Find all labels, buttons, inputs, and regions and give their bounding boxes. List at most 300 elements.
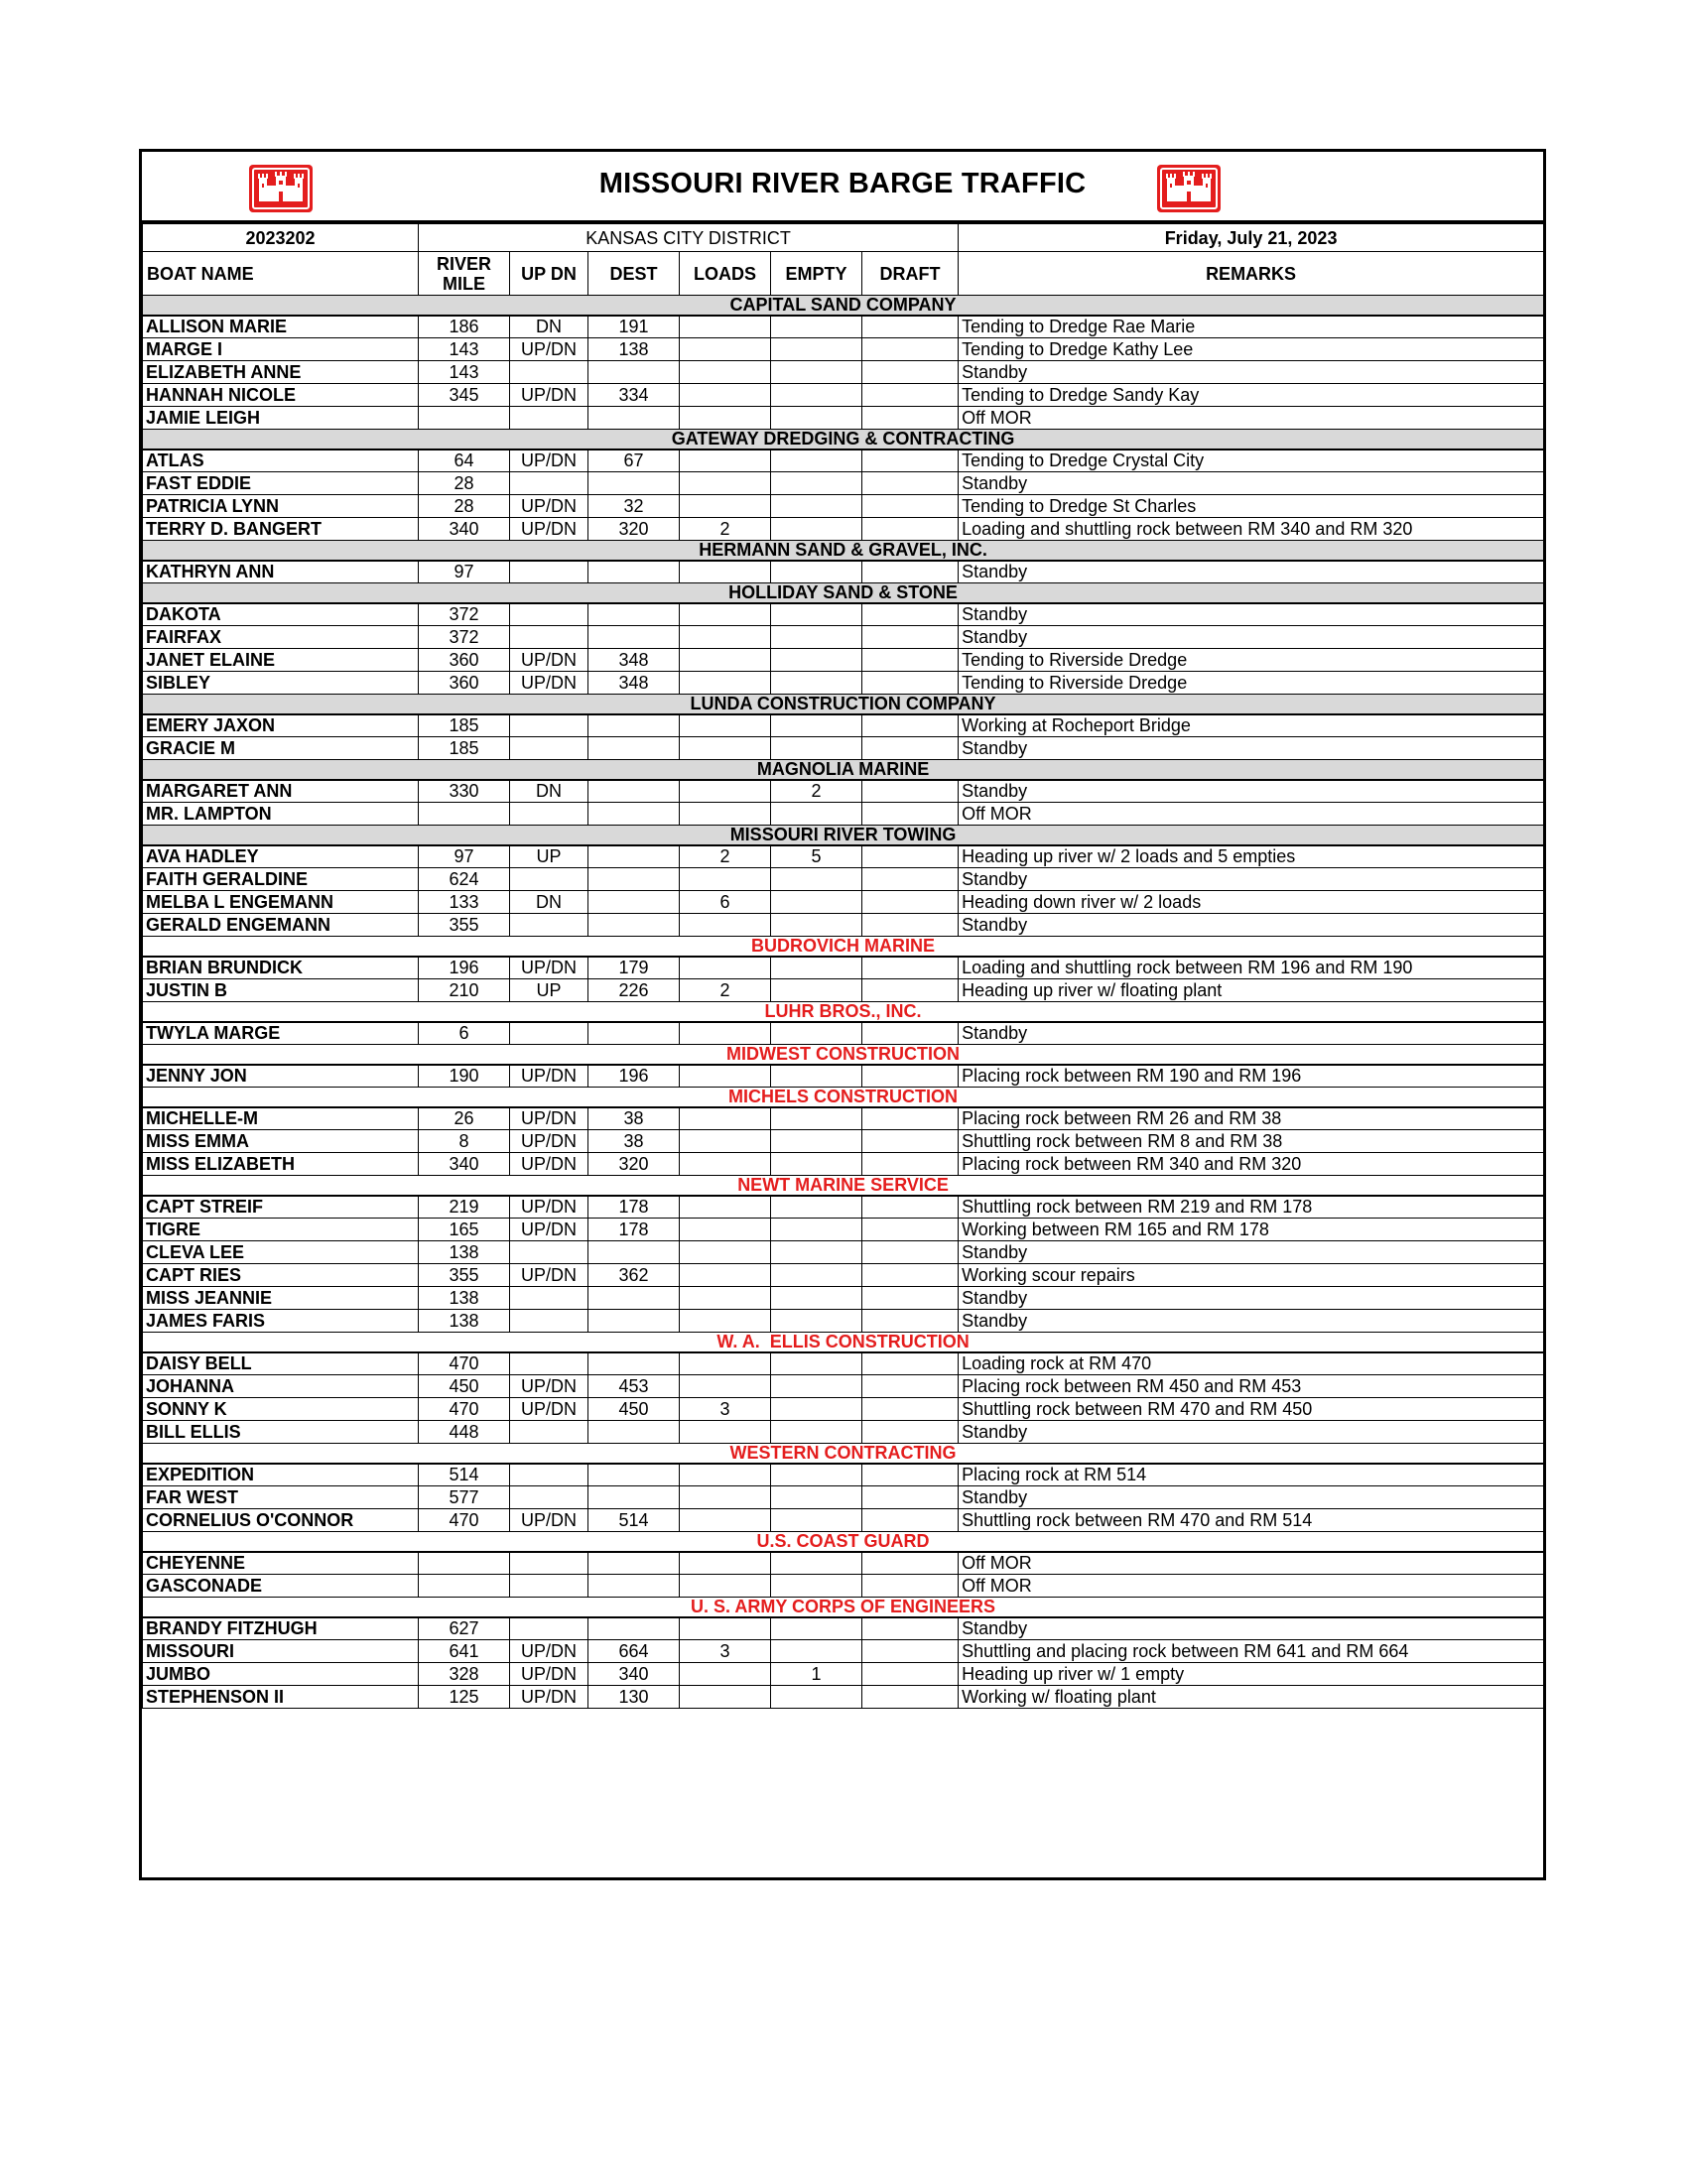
cell-updn: UP/DN: [510, 1686, 588, 1709]
cell-updn: UP/DN: [510, 450, 588, 472]
cell-remarks: Shuttling rock between RM 8 and RM 38: [959, 1130, 1544, 1153]
cell-dest: [588, 737, 680, 760]
cell-remarks: Tending to Riverside Dredge: [959, 672, 1544, 695]
cell-updn: UP/DN: [510, 1219, 588, 1241]
cell-mile: 470: [419, 1509, 510, 1532]
cell-draft: [862, 780, 959, 803]
cell-remarks: Tending to Riverside Dredge: [959, 649, 1544, 672]
boat-row: [143, 384, 1544, 407]
cell-boat: GASCONADE: [143, 1575, 419, 1598]
cell-dest: 664: [588, 1640, 680, 1663]
cell-loads: [680, 495, 771, 518]
cell-mile: 125: [419, 1686, 510, 1709]
cell-dest: 178: [588, 1196, 680, 1219]
cell-mile: 340: [419, 1153, 510, 1176]
cell-mile: 64: [419, 450, 510, 472]
cell-updn: [510, 1486, 588, 1509]
cell-loads: 6: [680, 891, 771, 914]
cell-loads: [680, 1552, 771, 1575]
cell-remarks: Loading rock at RM 470: [959, 1352, 1544, 1375]
boat-row: [143, 1509, 1544, 1532]
cell-draft: [862, 1398, 959, 1421]
cell-remarks: Heading up river w/ floating plant: [959, 979, 1544, 1002]
cell-mile: 26: [419, 1107, 510, 1130]
cell-remarks: Working at Rocheport Bridge: [959, 714, 1544, 737]
cell-updn: DN: [510, 316, 588, 338]
boat-row: [143, 957, 1544, 979]
cell-remarks: Shuttling and placing rock between RM 641 and RM 664: [959, 1640, 1544, 1663]
boat-row: [143, 868, 1544, 891]
cell-remarks: Heading down river w/ 2 loads: [959, 891, 1544, 914]
cell-boat: JUMBO: [143, 1663, 419, 1686]
cell-updn: DN: [510, 891, 588, 914]
company-name: MICHELS CONSTRUCTION: [143, 1088, 1544, 1107]
cell-remarks: Heading up river w/ 2 loads and 5 empties: [959, 845, 1544, 868]
cell-updn: UP/DN: [510, 1065, 588, 1088]
cell-draft: [862, 1130, 959, 1153]
cell-draft: [862, 561, 959, 583]
cell-dest: [588, 1575, 680, 1598]
cell-loads: [680, 868, 771, 891]
cell-empty: [771, 1421, 862, 1444]
cell-updn: UP/DN: [510, 1130, 588, 1153]
cell-updn: [510, 1464, 588, 1486]
cell-draft: [862, 1486, 959, 1509]
cell-mile: 165: [419, 1219, 510, 1241]
cell-remarks: Standby: [959, 780, 1544, 803]
cell-updn: UP/DN: [510, 1153, 588, 1176]
cell-boat: BILL ELLIS: [143, 1421, 419, 1444]
cell-mile: 143: [419, 338, 510, 361]
company-name: GATEWAY DREDGING & CONTRACTING: [143, 430, 1544, 450]
company-header-row: [143, 541, 1544, 561]
boat-row: [143, 1375, 1544, 1398]
cell-empty: [771, 649, 862, 672]
boat-row: [143, 1398, 1544, 1421]
company-header-row: [143, 1176, 1544, 1196]
cell-remarks: Placing rock at RM 514: [959, 1464, 1544, 1486]
boat-row: [143, 649, 1544, 672]
cell-updn: UP/DN: [510, 1264, 588, 1287]
cell-remarks: Tending to Dredge St Charles: [959, 495, 1544, 518]
cell-loads: [680, 714, 771, 737]
cell-loads: [680, 626, 771, 649]
cell-draft: [862, 603, 959, 626]
cell-boat: GERALD ENGEMANN: [143, 914, 419, 937]
boat-row: [143, 626, 1544, 649]
col-loads: LOADS: [680, 252, 771, 296]
cell-loads: [680, 1663, 771, 1686]
company-name: U.S. COAST GUARD: [143, 1532, 1544, 1552]
cell-mile: 186: [419, 316, 510, 338]
cell-mile: [419, 407, 510, 430]
cell-remarks: Working w/ floating plant: [959, 1686, 1544, 1709]
company-header-row: [143, 695, 1544, 714]
cell-draft: [862, 1107, 959, 1130]
cell-loads: [680, 1617, 771, 1640]
cell-boat: FAST EDDIE: [143, 472, 419, 495]
cell-loads: [680, 1352, 771, 1375]
cell-loads: [680, 672, 771, 695]
boat-row: [143, 518, 1544, 541]
cell-draft: [862, 384, 959, 407]
cell-updn: [510, 714, 588, 737]
cell-remarks: Standby: [959, 472, 1544, 495]
boat-row: [143, 407, 1544, 430]
company-header-row: [143, 296, 1544, 316]
cell-empty: [771, 1310, 862, 1333]
cell-dest: [588, 780, 680, 803]
col-remarks: REMARKS: [959, 252, 1544, 296]
cell-mile: 372: [419, 603, 510, 626]
cell-empty: [771, 450, 862, 472]
cell-empty: [771, 1375, 862, 1398]
cell-draft: [862, 1196, 959, 1219]
cell-empty: [771, 561, 862, 583]
cell-draft: [862, 1153, 959, 1176]
cell-remarks: Standby: [959, 914, 1544, 937]
cell-empty: [771, 1196, 862, 1219]
cell-updn: UP/DN: [510, 649, 588, 672]
cell-boat: MISS EMMA: [143, 1130, 419, 1153]
cell-empty: [771, 603, 862, 626]
boat-row: [143, 450, 1544, 472]
traffic-table: [142, 223, 1544, 1709]
boat-row: [143, 891, 1544, 914]
cell-updn: [510, 1022, 588, 1045]
cell-loads: 2: [680, 518, 771, 541]
cell-dest: 67: [588, 450, 680, 472]
cell-dest: [588, 1421, 680, 1444]
boat-row: [143, 1464, 1544, 1486]
cell-dest: 130: [588, 1686, 680, 1709]
cell-empty: [771, 1617, 862, 1640]
cell-boat: DAISY BELL: [143, 1352, 419, 1375]
cell-mile: 360: [419, 649, 510, 672]
cell-empty: [771, 1509, 862, 1532]
barge-traffic-sheet: [139, 149, 1546, 1880]
cell-remarks: Standby: [959, 1241, 1544, 1264]
cell-updn: [510, 1241, 588, 1264]
company-header-row: [143, 583, 1544, 603]
cell-mile: 210: [419, 979, 510, 1002]
cell-draft: [862, 361, 959, 384]
cell-remarks: Standby: [959, 603, 1544, 626]
cell-boat: MELBA L ENGEMANN: [143, 891, 419, 914]
info-row: [143, 224, 1544, 252]
cell-mile: 328: [419, 1663, 510, 1686]
cell-empty: 5: [771, 845, 862, 868]
cell-updn: [510, 1617, 588, 1640]
cell-remarks: Heading up river w/ 1 empty: [959, 1663, 1544, 1686]
cell-draft: [862, 1686, 959, 1709]
company-name: U. S. ARMY CORPS OF ENGINEERS: [143, 1598, 1544, 1617]
district-name: KANSAS CITY DISTRICT: [419, 224, 959, 252]
cell-remarks: Standby: [959, 1421, 1544, 1444]
cell-updn: UP/DN: [510, 495, 588, 518]
cell-mile: 470: [419, 1398, 510, 1421]
cell-dest: 196: [588, 1065, 680, 1088]
cell-mile: 138: [419, 1241, 510, 1264]
cell-dest: [588, 714, 680, 737]
cell-mile: 138: [419, 1287, 510, 1310]
cell-dest: [588, 868, 680, 891]
company-header-row: [143, 1088, 1544, 1107]
cell-empty: [771, 1219, 862, 1241]
cell-updn: UP: [510, 845, 588, 868]
cell-mile: 330: [419, 780, 510, 803]
cell-dest: [588, 845, 680, 868]
cell-mile: 185: [419, 714, 510, 737]
company-name: MIDWEST CONSTRUCTION: [143, 1045, 1544, 1065]
cell-empty: [771, 1287, 862, 1310]
cell-empty: [771, 914, 862, 937]
cell-dest: 191: [588, 316, 680, 338]
cell-updn: UP/DN: [510, 384, 588, 407]
cell-draft: [862, 1352, 959, 1375]
company-name: BUDROVICH MARINE: [143, 937, 1544, 957]
cell-updn: [510, 803, 588, 826]
cell-loads: [680, 361, 771, 384]
cell-remarks: Placing rock between RM 190 and RM 196: [959, 1065, 1544, 1088]
boat-row: [143, 672, 1544, 695]
cell-mile: [419, 1552, 510, 1575]
cell-mile: 577: [419, 1486, 510, 1509]
cell-boat: CORNELIUS O'CONNOR: [143, 1509, 419, 1532]
cell-boat: EMERY JAXON: [143, 714, 419, 737]
company-name: LUNDA CONSTRUCTION COMPANY: [143, 695, 1544, 714]
cell-loads: [680, 450, 771, 472]
company-name: MISSOURI RIVER TOWING: [143, 826, 1544, 845]
report-date: Friday, July 21, 2023: [959, 224, 1544, 252]
cell-remarks: Tending to Dredge Kathy Lee: [959, 338, 1544, 361]
cell-mile: 450: [419, 1375, 510, 1398]
company-header-row: [143, 1444, 1544, 1464]
cell-boat: STEPHENSON II: [143, 1686, 419, 1709]
cell-updn: [510, 1287, 588, 1310]
company-header-row: [143, 430, 1544, 450]
cell-mile: 28: [419, 472, 510, 495]
company-name: WESTERN CONTRACTING: [143, 1444, 1544, 1464]
boat-row: [143, 361, 1544, 384]
cell-loads: [680, 1196, 771, 1219]
cell-dest: [588, 891, 680, 914]
cell-dest: [588, 1464, 680, 1486]
cell-loads: [680, 1464, 771, 1486]
cell-dest: 362: [588, 1264, 680, 1287]
cell-dest: 348: [588, 672, 680, 695]
cell-boat: ATLAS: [143, 450, 419, 472]
boat-row: [143, 1130, 1544, 1153]
cell-remarks: Placing rock between RM 340 and RM 320: [959, 1153, 1544, 1176]
cell-draft: [862, 1617, 959, 1640]
cell-remarks: Shuttling rock between RM 470 and RM 514: [959, 1509, 1544, 1532]
cell-empty: [771, 361, 862, 384]
boat-row: [143, 1022, 1544, 1045]
cell-remarks: Placing rock between RM 450 and RM 453: [959, 1375, 1544, 1398]
boat-row: [143, 1107, 1544, 1130]
cell-empty: [771, 1107, 862, 1130]
cell-draft: [862, 407, 959, 430]
cell-mile: 641: [419, 1640, 510, 1663]
cell-loads: [680, 1022, 771, 1045]
cell-dest: 226: [588, 979, 680, 1002]
cell-dest: [588, 603, 680, 626]
cell-remarks: Standby: [959, 1617, 1544, 1640]
cell-draft: [862, 626, 959, 649]
cell-updn: UP/DN: [510, 338, 588, 361]
cell-draft: [862, 1509, 959, 1532]
cell-dest: [588, 1241, 680, 1264]
cell-remarks: Standby: [959, 361, 1544, 384]
cell-updn: UP/DN: [510, 1398, 588, 1421]
cell-dest: [588, 1287, 680, 1310]
cell-dest: 138: [588, 338, 680, 361]
cell-draft: [862, 1663, 959, 1686]
cell-updn: UP/DN: [510, 1663, 588, 1686]
cell-boat: GRACIE M: [143, 737, 419, 760]
boat-row: [143, 979, 1544, 1002]
cell-updn: UP: [510, 979, 588, 1002]
cell-boat: CAPT RIES: [143, 1264, 419, 1287]
cell-dest: 32: [588, 495, 680, 518]
cell-empty: [771, 1486, 862, 1509]
cell-remarks: Standby: [959, 626, 1544, 649]
cell-loads: [680, 649, 771, 672]
column-header-row: [143, 252, 1544, 296]
boat-row: [143, 561, 1544, 583]
cell-empty: [771, 1153, 862, 1176]
cell-dest: 179: [588, 957, 680, 979]
cell-loads: [680, 1241, 771, 1264]
cell-empty: [771, 1352, 862, 1375]
cell-dest: [588, 1552, 680, 1575]
col-empty: EMPTY: [771, 252, 862, 296]
cell-dest: [588, 914, 680, 937]
cell-loads: [680, 1375, 771, 1398]
cell-boat: JAMIE LEIGH: [143, 407, 419, 430]
cell-remarks: Off MOR: [959, 803, 1544, 826]
cell-mile: 143: [419, 361, 510, 384]
cell-boat: JUSTIN B: [143, 979, 419, 1002]
cell-loads: [680, 316, 771, 338]
cell-empty: [771, 1575, 862, 1598]
col-dest: DEST: [588, 252, 680, 296]
cell-draft: [862, 1464, 959, 1486]
company-header-row: [143, 760, 1544, 780]
boat-row: [143, 1310, 1544, 1333]
cell-draft: [862, 338, 959, 361]
cell-mile: 624: [419, 868, 510, 891]
cell-empty: 2: [771, 780, 862, 803]
cell-empty: [771, 1264, 862, 1287]
cell-remarks: Tending to Dredge Rae Marie: [959, 316, 1544, 338]
cell-empty: [771, 672, 862, 695]
cell-dest: 320: [588, 1153, 680, 1176]
cell-mile: 340: [419, 518, 510, 541]
company-header-row: [143, 1045, 1544, 1065]
cell-draft: [862, 1219, 959, 1241]
cell-mile: 133: [419, 891, 510, 914]
cell-draft: [862, 714, 959, 737]
cell-mile: 372: [419, 626, 510, 649]
cell-mile: 28: [419, 495, 510, 518]
boat-row: [143, 1640, 1544, 1663]
report-id: 2023202: [143, 224, 419, 252]
boat-row: [143, 914, 1544, 937]
cell-dest: 38: [588, 1130, 680, 1153]
col-up-dn: UP DN: [510, 252, 588, 296]
cell-dest: [588, 803, 680, 826]
cell-empty: [771, 1464, 862, 1486]
cell-loads: 3: [680, 1640, 771, 1663]
cell-draft: [862, 518, 959, 541]
cell-boat: EXPEDITION: [143, 1464, 419, 1486]
boat-row: [143, 1153, 1544, 1176]
cell-dest: 178: [588, 1219, 680, 1241]
cell-dest: 514: [588, 1509, 680, 1532]
cell-draft: [862, 1065, 959, 1088]
cell-empty: [771, 495, 862, 518]
boat-row: [143, 1486, 1544, 1509]
cell-mile: 355: [419, 914, 510, 937]
cell-loads: [680, 1509, 771, 1532]
cell-mile: 97: [419, 561, 510, 583]
cell-updn: [510, 1310, 588, 1333]
cell-boat: DAKOTA: [143, 603, 419, 626]
cell-loads: [680, 780, 771, 803]
company-header-row: [143, 937, 1544, 957]
cell-draft: [862, 1287, 959, 1310]
cell-empty: [771, 1398, 862, 1421]
boat-row: [143, 714, 1544, 737]
cell-updn: [510, 914, 588, 937]
cell-empty: [771, 891, 862, 914]
cell-remarks: Placing rock between RM 26 and RM 38: [959, 1107, 1544, 1130]
company-header-row: [143, 826, 1544, 845]
company-name: HERMANN SAND & GRAVEL, INC.: [143, 541, 1544, 561]
cell-updn: UP/DN: [510, 1509, 588, 1532]
cell-loads: [680, 914, 771, 937]
cell-boat: FAIRFAX: [143, 626, 419, 649]
boat-row: [143, 1421, 1544, 1444]
cell-loads: [680, 407, 771, 430]
cell-draft: [862, 649, 959, 672]
cell-mile: 355: [419, 1264, 510, 1287]
cell-dest: [588, 1486, 680, 1509]
cell-boat: FAITH GERALDINE: [143, 868, 419, 891]
cell-dest: [588, 407, 680, 430]
boat-row: [143, 338, 1544, 361]
cell-updn: [510, 472, 588, 495]
cell-dest: [588, 1352, 680, 1375]
usace-castle-icon: [1156, 164, 1222, 213]
cell-boat: MARGARET ANN: [143, 780, 419, 803]
cell-mile: 448: [419, 1421, 510, 1444]
cell-loads: [680, 603, 771, 626]
cell-dest: [588, 626, 680, 649]
cell-loads: [680, 1686, 771, 1709]
boat-row: [143, 803, 1544, 826]
cell-remarks: Tending to Dredge Sandy Kay: [959, 384, 1544, 407]
cell-loads: [680, 472, 771, 495]
cell-updn: UP/DN: [510, 672, 588, 695]
cell-boat: ALLISON MARIE: [143, 316, 419, 338]
cell-empty: [771, 316, 862, 338]
cell-boat: PATRICIA LYNN: [143, 495, 419, 518]
cell-loads: [680, 1421, 771, 1444]
cell-boat: MISS JEANNIE: [143, 1287, 419, 1310]
